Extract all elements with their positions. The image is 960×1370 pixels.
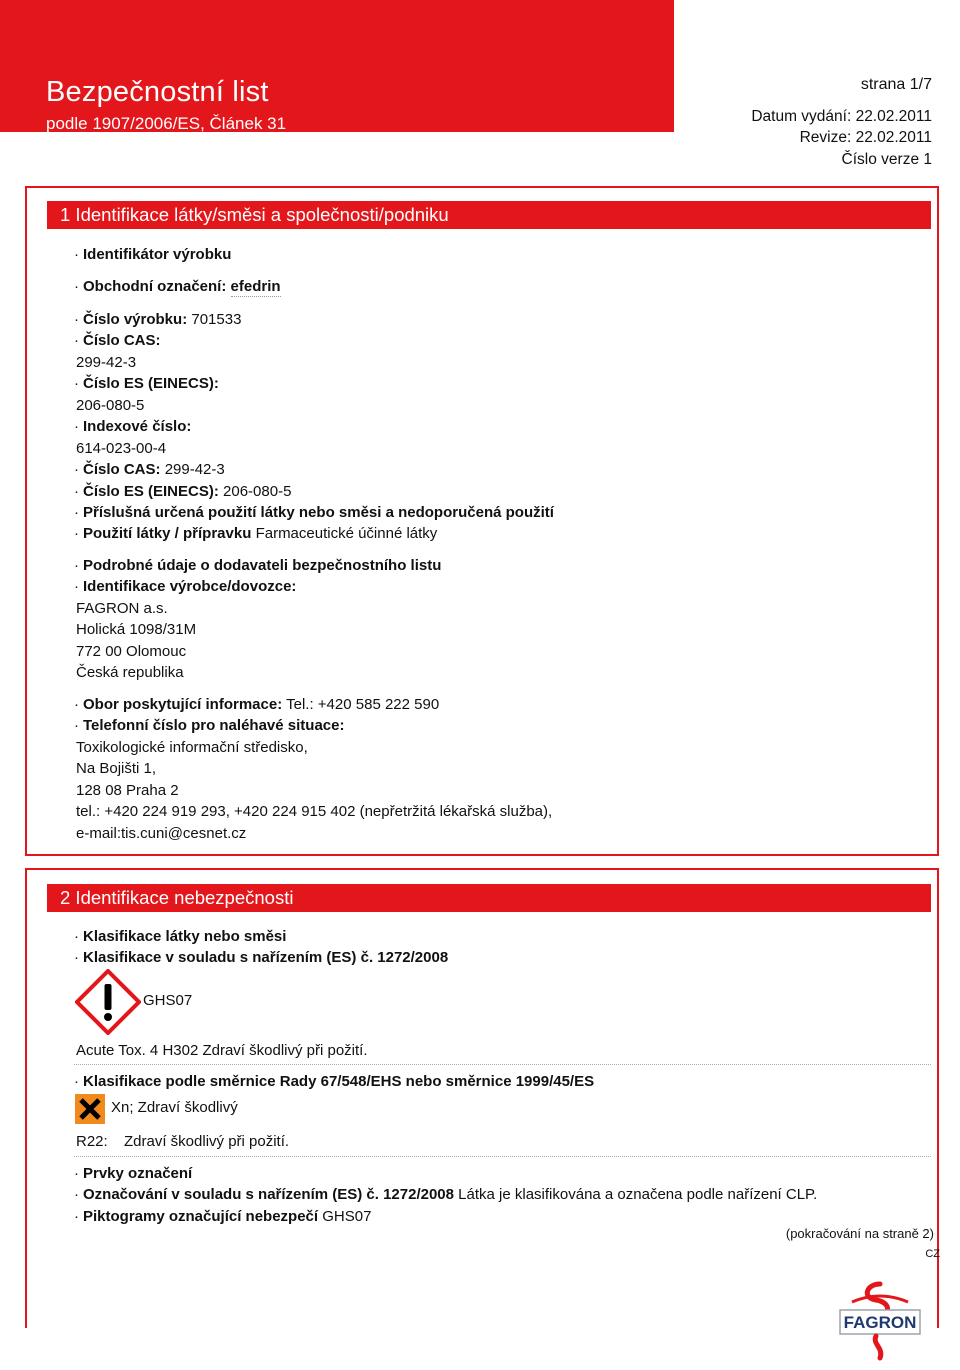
document-subtitle: podle 1907/2006/ES, Článek 31 [46,114,287,133]
trade-name: · Obchodní označení: efedrin [74,278,281,295]
version-number: Číslo verze 1 [841,150,932,168]
identified-uses: · Příslušná určená použití látky nebo směsi a nedoporučená použití [74,504,554,521]
product-identifier: · Identifikátor výrobku [74,246,232,263]
section-1-heading: 1 Identifikace látky/směsi a společnosti/podniku [47,201,931,229]
xn-label: Xn; Zdraví škodlivý [111,1099,238,1116]
page-number: strana 1/7 [860,76,932,93]
emergency-line-4: tel.: +420 224 919 293, +420 224 915 402 (nepřetržitá lékařská služba), [76,803,553,820]
emergency-email: e-mail:tis.cuni@cesnet.cz [76,825,247,842]
fagron-logo [836,1280,924,1362]
section-2 [25,868,939,1328]
document-title: Bezpečnostní list [46,76,269,108]
document-meta [751,74,932,170]
product-number: · Číslo výrobku: 701533 [74,311,242,328]
cas-number-2: · Číslo CAS: 299-42-3 [74,461,225,478]
continued-note: (pokračování na straně 2) [785,1226,934,1241]
classification-label: · Klasifikace látky nebo směsi [74,928,287,945]
information-contact: · Obor poskytující informace: Tel.: +420 585 222 590 [74,696,440,713]
cas-number-value: 299-42-3 [76,354,137,371]
index-number-value: 614-023-00-4 [76,440,167,457]
ghs07-exclamation-icon [75,969,141,1035]
ec-number-value: 206-080-5 [76,397,145,414]
directive-classification-label: · Klasifikace podle směrnice Rady 67/548/EHS nebo směrnice 1999/45/ES [74,1073,595,1090]
company-name: FAGRON a.s. [76,600,168,617]
xn-harmful-icon [75,1094,105,1124]
clp-classification-label: · Klasifikace v souladu s nařízením (ES) č. 1272/2008 [74,949,449,966]
cas-number-label: · Číslo CAS: [74,332,161,349]
label-elements: · Prvky označení [74,1165,193,1182]
ec-number-label: · Číslo ES (EINECS): [74,375,219,392]
company-city: 772 00 Olomouc [76,643,187,660]
header-band [0,0,674,132]
acute-tox-classification: Acute Tox. 4 H302 Zdraví škodlivý při požití. [76,1042,368,1059]
company-country: Česká republika [76,664,184,681]
ghs-code: GHS07 [143,992,193,1009]
r22-code: R22: [76,1133,108,1150]
language-code: CZ [925,1248,940,1260]
divider [74,1064,931,1065]
section-2-heading: 2 Identifikace nebezpečnosti [47,884,931,912]
r22-text: Zdraví škodlivý při požití. [124,1133,290,1150]
section-1 [25,186,939,856]
svg-text:FAGRON: FAGRON [843,1313,917,1332]
supplier-details: · Podrobné údaje o dodavateli bezpečnostního listu [74,557,442,574]
divider [74,1156,931,1157]
index-number-label: · Indexové číslo: [74,418,192,435]
issue-date: Datum vydání: 22.02.2011 [751,107,932,125]
clp-labelling: · Označování v souladu s nařízením (ES) č. 1272/2008 Látka je klasifikována a označena podle nařízení CLP. [74,1186,818,1203]
hazard-pictograms: · Piktogramy označující nebezpečí GHS07 [74,1208,372,1225]
ec-number-2: · Číslo ES (EINECS): 206-080-5 [74,483,292,500]
company-street: Holická 1098/31M [76,621,197,638]
emergency-line-1: Toxikologické informační středisko, [76,739,308,756]
manufacturer-label: · Identifikace výrobce/dovozce: [74,578,297,595]
emergency-phone-label: · Telefonní číslo pro naléhavé situace: [74,717,345,734]
emergency-line-2: Na Bojišti 1, [76,760,157,777]
revision-date: Revize: 22.02.2011 [799,129,932,146]
emergency-line-3: 128 08 Praha 2 [76,782,179,799]
substance-use: · Použití látky / přípravku Farmaceutické účinné látky [74,525,438,542]
